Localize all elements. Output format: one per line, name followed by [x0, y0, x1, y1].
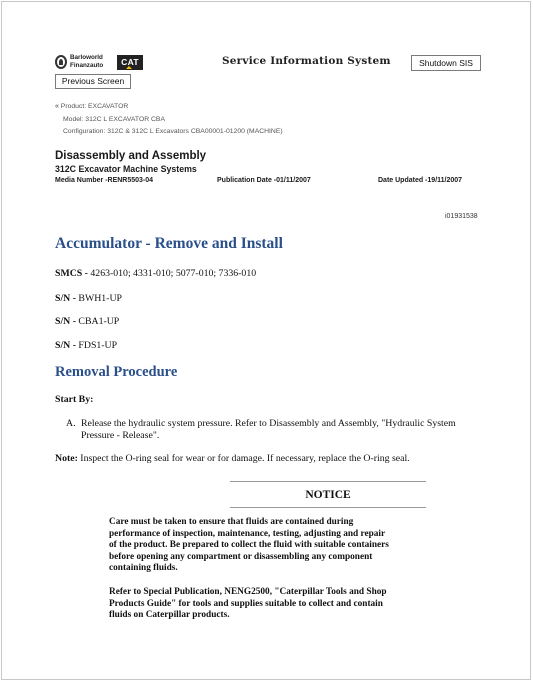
product-row [55, 103, 128, 111]
page-heading: Accumulator - Remove and Install [55, 235, 283, 252]
previous-screen-button[interactable]: Previous Screen [55, 74, 131, 89]
configuration-value: 312C & 312C L Excavators CBA00001-01200 (MACHINE) [107, 128, 283, 135]
notice-paragraph-2: Refer to Special Publication, NENG2500, "Caterpillar Tools and Shop Products Guide" for tools and supplies suitable to collect and contain fluids on Caterpillar products. [109, 587, 387, 620]
notice-paragraph-1: Care must be taken to ensure that fluids are contained during performance of inspection, maintenance, testing, adjusting and repair of the product. Be prepared to collect the fluid with suitable containers before opening any compartment or disassembling any component containing fluids. [109, 517, 389, 573]
note-line: Note: Inspect the O-ring seal for wear or for damage. If necessary, replace the O-ring seal. [55, 453, 410, 464]
product-label: Product: [60, 103, 87, 110]
model-label: Model: [63, 116, 84, 123]
step-a-letter: A. [66, 418, 76, 429]
removal-procedure-heading: Removal Procedure [55, 364, 178, 380]
dealer-logo [55, 54, 165, 73]
app-title: Service Information System [222, 55, 391, 67]
serial-number-2: S/N - CBA1-UP [55, 316, 120, 327]
notice-bottom-rule [230, 507, 426, 508]
notice-heading: NOTICE [305, 489, 351, 501]
media-number: Media Number -RENR5503-04 [55, 177, 154, 184]
notice-top-rule [230, 481, 426, 482]
section-title: Disassembly and Assembly [55, 150, 207, 162]
start-by-label: Start By: [55, 394, 94, 405]
configuration-label: Configuration: [63, 128, 106, 135]
product-value: EXCAVATOR [88, 103, 129, 110]
publication-date: Publication Date -01/11/2007 [217, 177, 311, 184]
date-updated: Date Updated -19/11/2007 [378, 177, 463, 184]
smcs-line: SMCS - 4263-010; 4331-010; 5077-010; 7336-010 [55, 268, 257, 279]
serial-number-1: S/N - BWH1-UP [55, 293, 122, 304]
model-row [63, 116, 165, 124]
dealer-logo-text: Barloworld Finanzauto [70, 54, 104, 69]
shutdown-sis-button[interactable]: Shutdown SIS [411, 55, 481, 71]
barloworld-logo-icon [55, 55, 67, 69]
configuration-row [63, 128, 283, 136]
image-id: i01931538 [445, 213, 478, 220]
section-subtitle: 312C Excavator Machine Systems [55, 164, 197, 174]
step-a-text-line2: Pressure - Release". [81, 430, 160, 441]
back-arrow-icon[interactable]: « [55, 103, 59, 110]
document-page [1, 1, 531, 680]
model-value: 312C L EXCAVATOR CBA [85, 116, 166, 123]
cat-logo: CAT [117, 55, 143, 70]
serial-number-3: S/N - FDS1-UP [55, 340, 118, 351]
step-a-text-line1: Release the hydraulic system pressure. Refer to Disassembly and Assembly, "Hydraulic System [81, 418, 456, 429]
